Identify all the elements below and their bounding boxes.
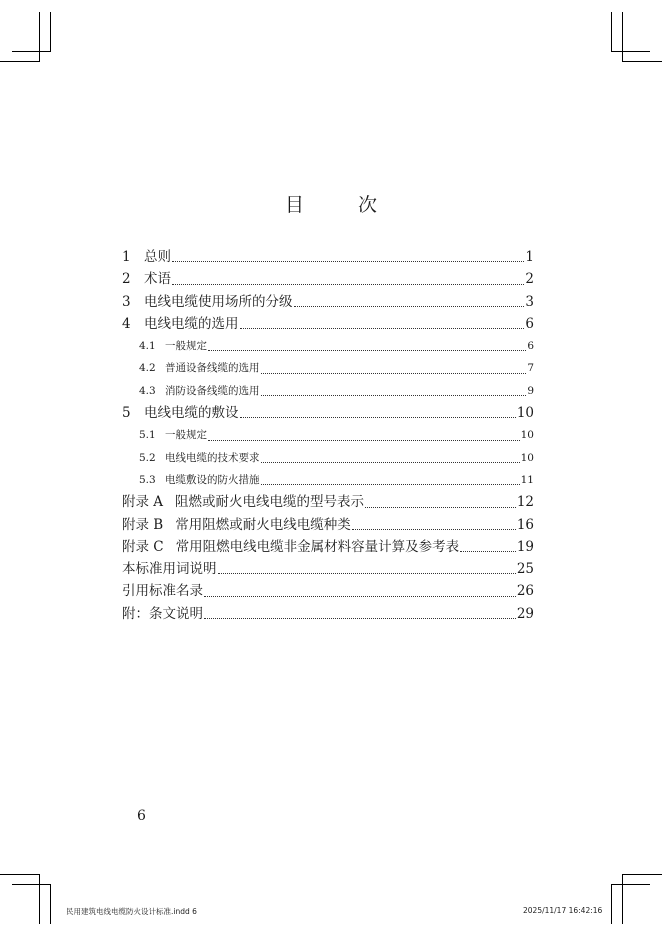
toc-entry[interactable] bbox=[122, 514, 534, 536]
toc-entry[interactable] bbox=[122, 491, 534, 513]
toc-entry-number: 2 bbox=[122, 271, 131, 288]
toc-leader-dots bbox=[460, 551, 516, 552]
table-of-contents bbox=[122, 246, 534, 625]
toc-entry[interactable] bbox=[122, 424, 534, 446]
toc-entry-label: 阻燃或耐火电线电缆的型号表示 bbox=[175, 494, 365, 511]
toc-leader-dots bbox=[261, 373, 527, 374]
toc-entry-label: 常用阻燃或耐火电线电缆种类 bbox=[175, 516, 351, 533]
toc-entry-page: 9 bbox=[527, 384, 534, 397]
slug-filename: 民用建筑电线电缆防火设计标准.indd 6 bbox=[66, 907, 197, 916]
toc-leader-dots bbox=[208, 440, 520, 441]
toc-entry-page: 10 bbox=[520, 451, 534, 464]
toc-entry-number: 4 bbox=[122, 315, 131, 332]
toc-entry[interactable] bbox=[122, 313, 534, 335]
toc-entry-label: 一般规定 bbox=[165, 429, 207, 442]
slug-timestamp: 2025/11/17 16:42:16 bbox=[523, 906, 603, 915]
toc-leader-dots bbox=[218, 573, 516, 574]
toc-leader-dots bbox=[261, 462, 520, 463]
toc-entry-label: 总则 bbox=[144, 249, 171, 265]
toc-entry-number: 5 bbox=[122, 405, 131, 422]
toc-entry-page: 3 bbox=[525, 293, 534, 310]
toc-entry-label: 引用标准名录 bbox=[122, 583, 203, 600]
toc-entry-page: 19 bbox=[516, 538, 534, 555]
toc-entry-number: 附录 A bbox=[122, 494, 164, 511]
toc-entry[interactable] bbox=[122, 580, 534, 602]
toc-leader-dots bbox=[294, 306, 525, 307]
toc-entry-label: 消防设备线缆的选用 bbox=[165, 384, 260, 397]
toc-entry-label: 电线电缆的技术要求 bbox=[165, 451, 260, 464]
toc-leader-dots bbox=[240, 417, 516, 418]
toc-entry-label: 电线电缆的选用 bbox=[144, 315, 239, 332]
toc-entry-page: 2 bbox=[525, 271, 534, 288]
toc-leader-dots bbox=[261, 484, 520, 485]
toc-leader-dots bbox=[172, 261, 524, 262]
toc-entry[interactable] bbox=[122, 291, 534, 313]
toc-entry-page: 7 bbox=[527, 362, 534, 375]
toc-entry-number: 4.3 bbox=[139, 384, 156, 397]
toc-entry-page: 16 bbox=[516, 516, 534, 533]
toc-leader-dots bbox=[204, 618, 516, 619]
toc-entry-label: 一般规定 bbox=[165, 340, 207, 353]
toc-entry-number: 5.2 bbox=[139, 451, 156, 464]
toc-leader-dots bbox=[172, 284, 524, 285]
toc-entry[interactable] bbox=[122, 357, 534, 379]
toc-entry-label: 电线电缆使用场所的分级 bbox=[144, 293, 293, 310]
toc-leader-dots bbox=[261, 395, 527, 396]
toc-entry-label: 电缆敷设的防火措施 bbox=[165, 473, 260, 486]
toc-leader-dots bbox=[352, 529, 516, 530]
toc-entry-label: 本标准用词说明 bbox=[122, 561, 217, 578]
toc-entry[interactable] bbox=[122, 246, 534, 268]
toc-entry[interactable] bbox=[122, 335, 534, 357]
toc-entry-number: 3 bbox=[122, 293, 131, 310]
toc-leader-dots bbox=[365, 507, 516, 508]
toc-entry[interactable] bbox=[122, 380, 534, 402]
toc-entry[interactable] bbox=[122, 558, 534, 580]
page-number: 6 bbox=[137, 808, 146, 824]
title-left: 目 bbox=[284, 194, 304, 216]
toc-leader-dots bbox=[208, 350, 526, 351]
toc-entry[interactable] bbox=[122, 469, 534, 491]
toc-entry-number: 5.1 bbox=[139, 429, 156, 442]
toc-entry-page: 10 bbox=[516, 405, 534, 422]
toc-entry-label: 常用阻燃电线电缆非金属材料容量计算及参考表 bbox=[175, 538, 460, 555]
toc-entry-page: 29 bbox=[516, 605, 534, 622]
toc-entry-page: 26 bbox=[516, 583, 534, 600]
title-right: 次 bbox=[358, 194, 378, 216]
toc-entry-number: 5.3 bbox=[139, 473, 156, 486]
toc-entry-label: 电线电缆的敷设 bbox=[144, 405, 239, 422]
toc-leader-dots bbox=[204, 596, 516, 597]
toc-entry-label: 附：条文说明 bbox=[122, 605, 203, 622]
toc-entry-number: 4.2 bbox=[139, 362, 156, 375]
toc-entry-page: 11 bbox=[520, 473, 534, 486]
toc-entry[interactable] bbox=[122, 402, 534, 424]
toc-entry[interactable] bbox=[122, 603, 534, 625]
toc-entry-number: 附录 B bbox=[122, 516, 164, 533]
page-title bbox=[0, 190, 662, 217]
toc-entry-label: 普通设备线缆的选用 bbox=[165, 362, 260, 375]
toc-entry-page: 6 bbox=[525, 315, 534, 332]
toc-entry-page: 6 bbox=[527, 340, 534, 353]
toc-entry-page: 25 bbox=[516, 561, 534, 578]
toc-leader-dots bbox=[240, 328, 525, 329]
toc-entry[interactable] bbox=[122, 536, 534, 558]
toc-entry-number: 附录 C bbox=[122, 538, 164, 555]
toc-entry-number: 1 bbox=[122, 249, 131, 265]
toc-entry-page: 1 bbox=[525, 249, 534, 265]
toc-entry-page: 10 bbox=[520, 429, 534, 442]
toc-entry[interactable] bbox=[122, 447, 534, 469]
toc-entry-label: 术语 bbox=[144, 271, 171, 288]
toc-entry-page: 12 bbox=[516, 494, 534, 511]
toc-entry[interactable] bbox=[122, 268, 534, 290]
toc-entry-number: 4.1 bbox=[139, 340, 156, 353]
